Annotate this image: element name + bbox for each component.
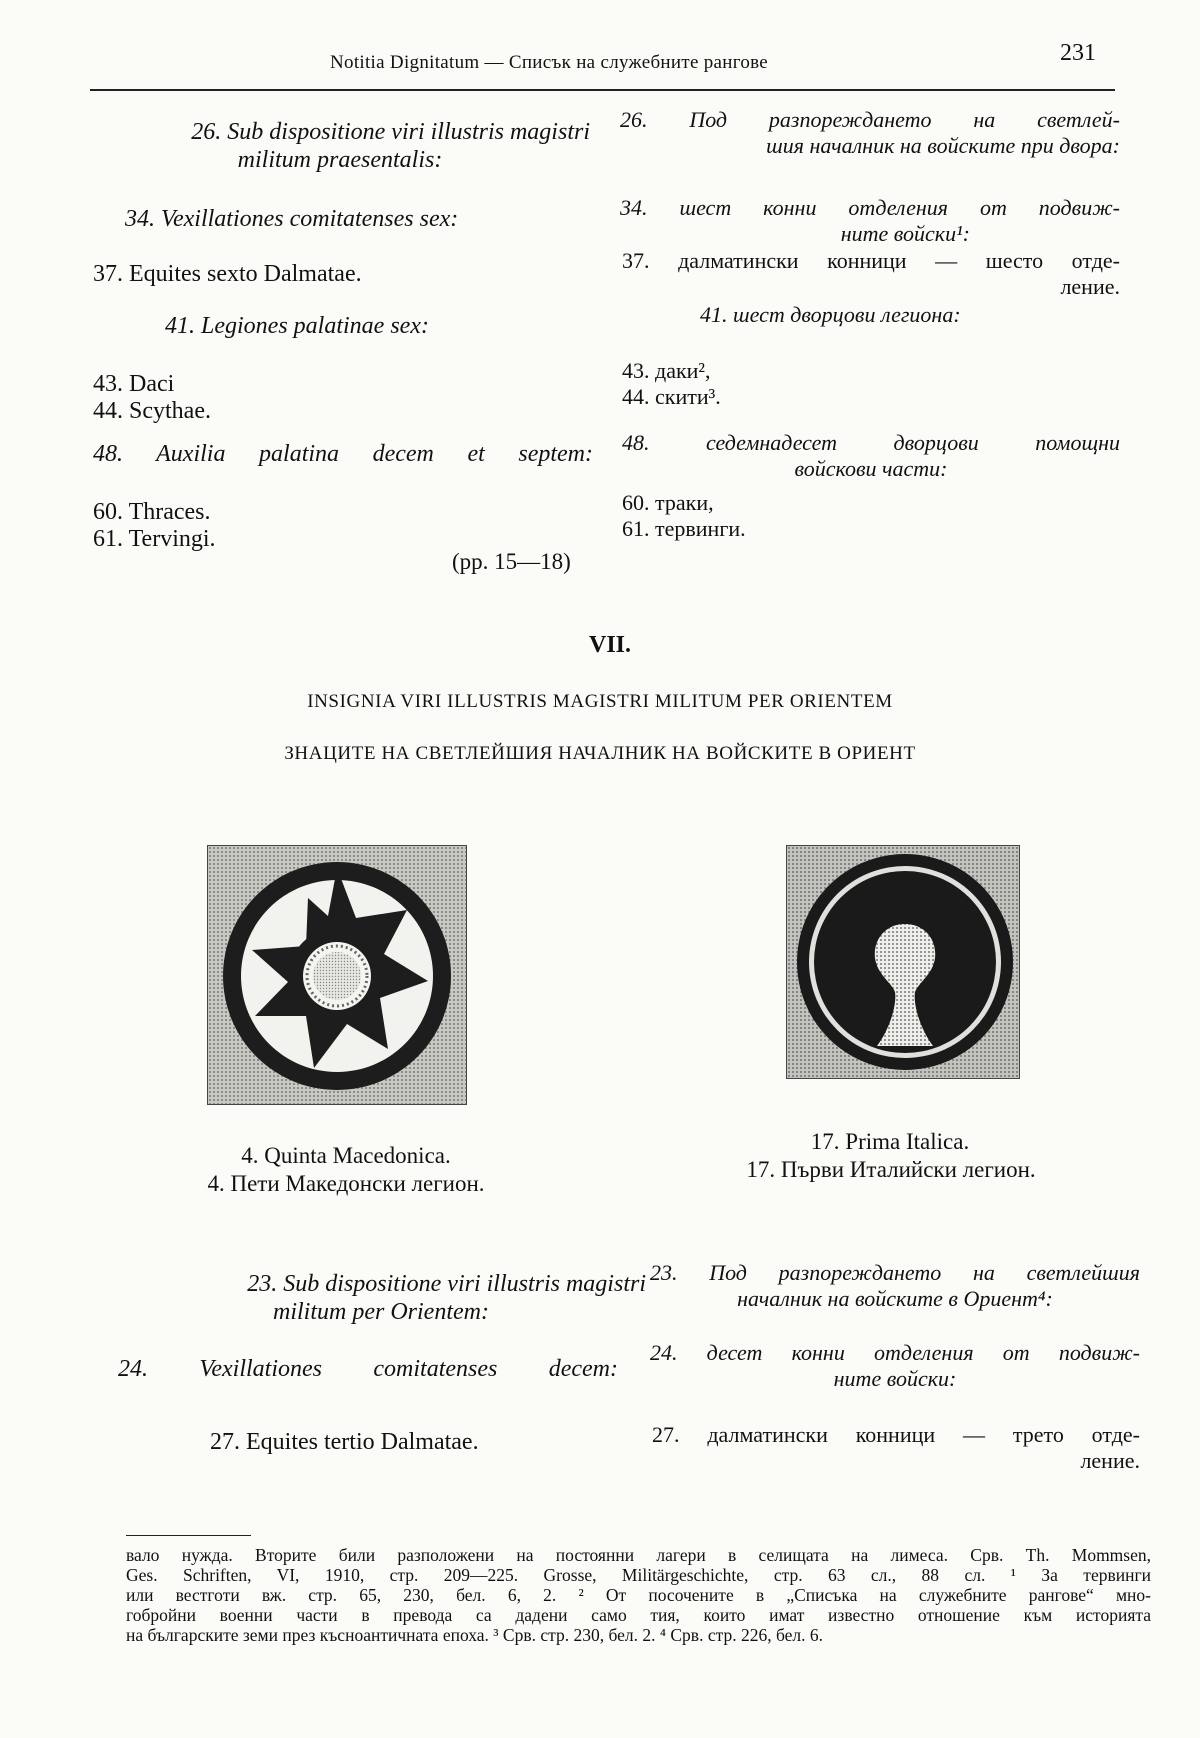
bg-entry-23-line2: началник на войските в Ориент⁴: (737, 1286, 1053, 1311)
bg-entry-48-line1: 48. седемнадесет дворцови помощни (622, 430, 1120, 455)
bg-entry-26-line2: шия началник на войските при двора: (766, 133, 1120, 158)
shield-prima-italica-drawing (787, 846, 1019, 1078)
latin-entry-24: 24. Vexillationes comitatenses decem: (118, 1356, 618, 1382)
footnote-line-5: на българските земи през късноантичната епоха. ³ Срв. стр. 230, бел. 2. ⁴ Срв. стр. 226, бел. 6. (126, 1625, 824, 1645)
bg-entry-23-line1: 23. Под разпореждането на светлейшия (650, 1260, 1140, 1285)
bg-entry-27-line2: ление. (1080, 1448, 1140, 1473)
footnote-line-1: вало нужда. Вторите били разположени на постоянни лагери в селищата на лимеса. Срв. Th. Mommsen, (126, 1545, 1151, 1565)
latin-entry-26-line1: 26. Sub dispositione viri illustris magistri (191, 119, 590, 145)
running-header-title: Notitia Dignitatum — Списък на служебните рангове (330, 52, 769, 73)
latin-entry-23-line1: 23. Sub dispositione viri illustris magistri (247, 1271, 646, 1297)
bg-entry-61: 61. тервинги. (622, 516, 746, 541)
latin-entry-60: 60. Thraces. (93, 499, 211, 525)
footnote-line-2: Ges. Schriften, VI, 1910, стр. 209—225. Grosse, Militärgeschichte, стр. 63 сл., 88 сл. ¹ За тервинги (126, 1565, 1151, 1585)
footnote-line-3: или вестготи вж. стр. 65, 230, бел. 6, 2. ² От посочените в „Списъка на служебните рангове“ мно- (126, 1585, 1151, 1605)
footnote-rule (126, 1535, 251, 1536)
header-rule (90, 89, 1115, 91)
latin-entry-34: 34. Vexillationes comitatenses sex: (125, 206, 459, 232)
caption-quinta-bulgarian: 4. Пети Македонски легион. (207, 1171, 485, 1196)
bg-entry-34-line1: 34. шест конни отделения от подвиж- (620, 195, 1120, 220)
bg-entry-24-line2: ните войски: (833, 1366, 957, 1391)
latin-entry-48: 48. Auxilia palatina decem et septem: (93, 441, 593, 467)
bg-entry-27-line1: 27. далматински конници — трето отде- (652, 1422, 1140, 1447)
bg-entry-24-line1: 24. десет конни отделения от подвиж- (650, 1340, 1140, 1365)
bg-entry-37-line1: 37. далматински конници — шесто отде- (622, 248, 1120, 273)
latin-entry-41: 41. Legiones palatinae sex: (165, 313, 429, 339)
latin-entry-26-line2: militum praesentalis: (237, 147, 443, 173)
latin-entry-37: 37. Equites sexto Dalmatae. (93, 261, 362, 287)
bg-entry-43: 43. даки², (622, 358, 711, 383)
shield-quinta-macedonica (207, 845, 467, 1105)
bg-entry-26-line1: 26. Под разпореждането на светлей- (620, 107, 1120, 132)
caption-italica-latin: 17. Prima Italica. (810, 1129, 970, 1154)
latin-entry-43: 43. Daci (93, 371, 175, 397)
footnotes-block (126, 1545, 1151, 1645)
caption-italica-bulgarian: 17. Първи Италийски легион. (746, 1157, 1036, 1182)
section-latin-title: INSIGNIA VIRI ILLUSTRIS MAGISTRI MILITUM PER ORIENTEM (307, 691, 893, 712)
caption-quinta-latin: 4. Quinta Macedonica. (241, 1143, 451, 1168)
footnote-line-4: гобройни военни части в превода са дадени само тия, които имат известно отношение към историята (126, 1605, 1151, 1625)
bg-entry-41: 41. шест дворцови легиона: (700, 302, 961, 327)
shield-quinta-macedonica-drawing (208, 846, 466, 1104)
bg-entry-48-line2: войскови части: (794, 456, 948, 481)
latin-entry-61: 61. Tervingi. (93, 526, 216, 552)
bg-entry-60: 60. траки, (622, 490, 714, 515)
section-number: VII. (588, 632, 631, 658)
bg-entry-44: 44. скити³. (622, 384, 721, 409)
bg-entry-34-line2: ните войски¹: (840, 221, 970, 246)
latin-entry-44: 44. Scythae. (93, 398, 211, 424)
page-reference: (pp. 15—18) (452, 549, 571, 574)
bg-entry-37-line2: ление. (1060, 274, 1120, 299)
section-bulgarian-title: ЗНАЦИТЕ НА СВЕТЛЕЙШИЯ НАЧАЛНИК НА ВОЙСКИТЕ В ОРИЕНТ (284, 743, 916, 764)
latin-entry-27: 27. Equites tertio Dalmatae. (210, 1429, 479, 1455)
page-number: 231 (1060, 40, 1096, 66)
shield-prima-italica (786, 845, 1020, 1079)
latin-entry-23-line2: militum per Orientem: (273, 1299, 489, 1325)
